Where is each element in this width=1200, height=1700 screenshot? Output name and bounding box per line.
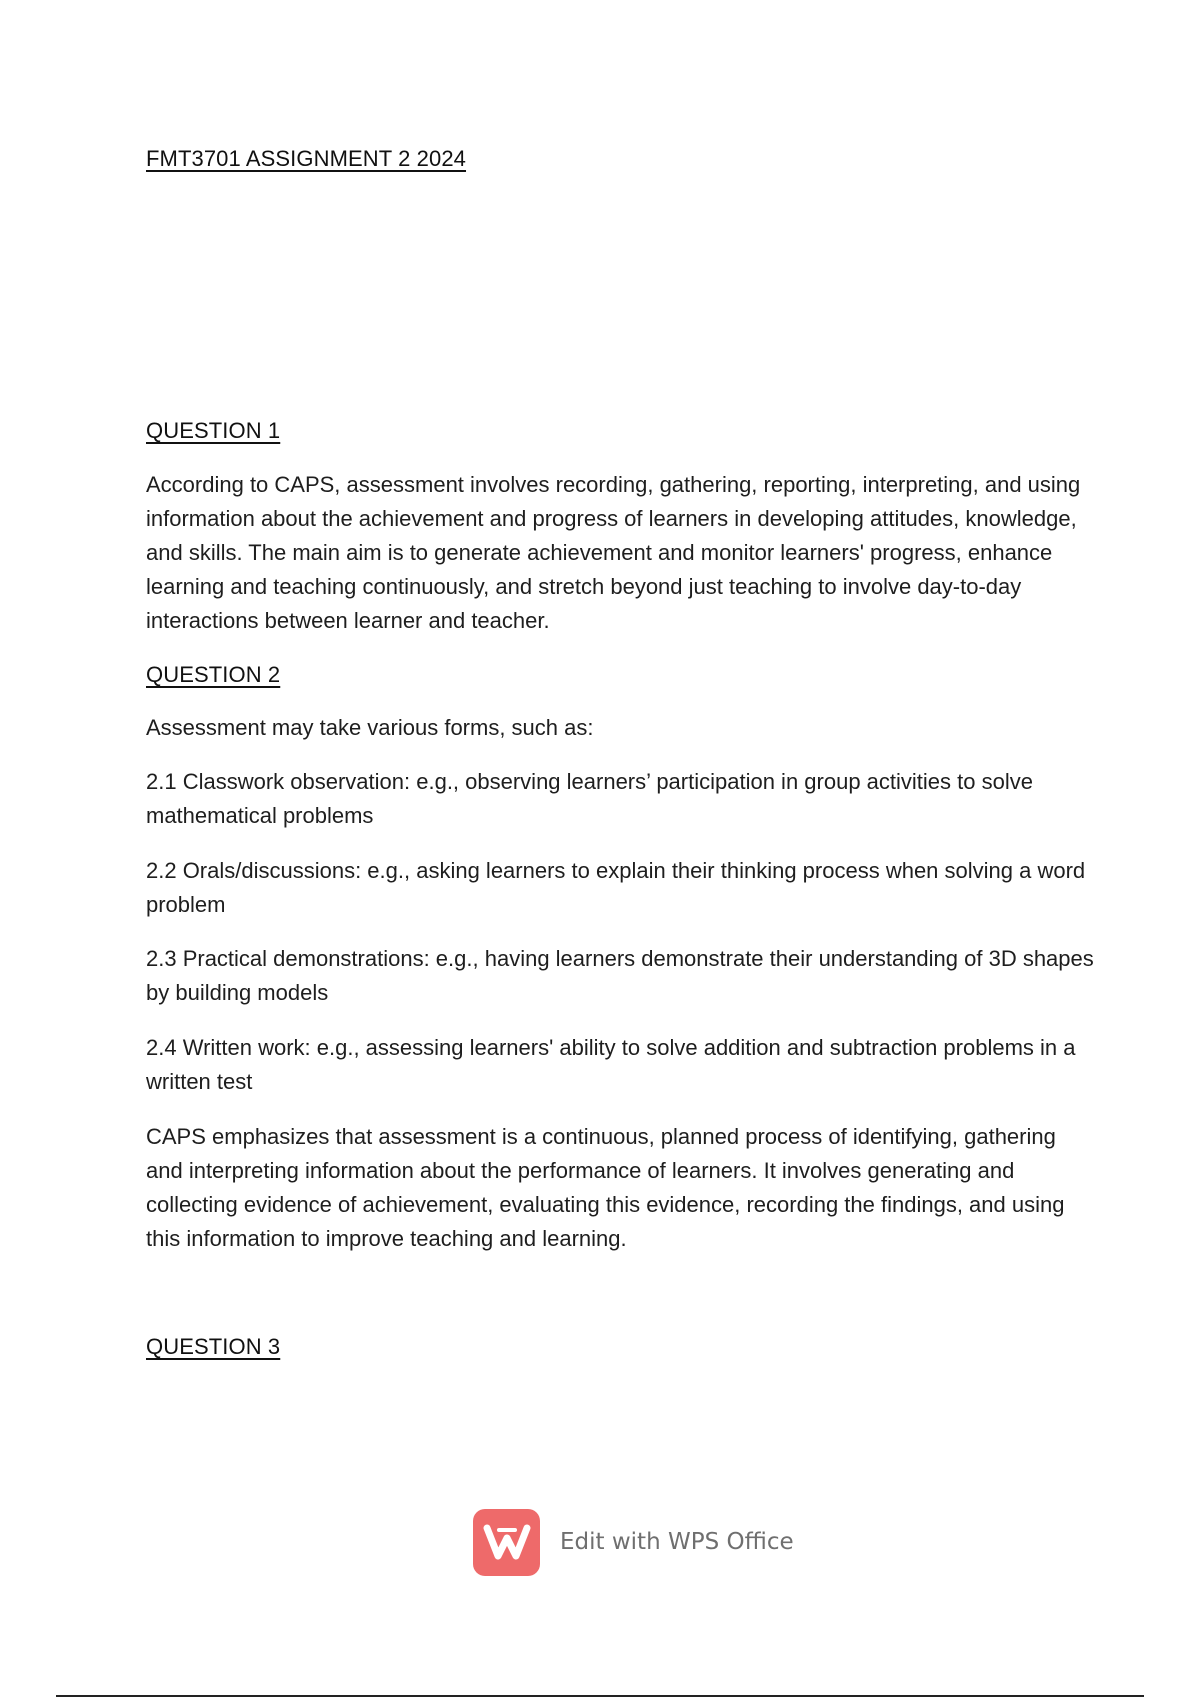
question-2-item-1: 2.1 Classwork observation: e.g., observing learners’ participation in group activities to solve mathematical problems — [146, 769, 1033, 828]
bottom-divider — [56, 1695, 1144, 1697]
edit-with-wps-banner[interactable] — [473, 1508, 794, 1576]
question-2-item-2: 2.2 Orals/discussions: e.g., asking learners to explain their thinking process when solving a word problem — [146, 858, 1086, 917]
question-1-heading: QUESTION 1 — [146, 418, 281, 443]
question-2-item-4: 2.4 Written work: e.g., assessing learners' ability to solve addition and subtraction problems in a written test — [146, 1035, 1076, 1094]
question-2-conclusion: CAPS emphasizes that assessment is a continuous, planned process of identifying, gathering and interpreting information about the performance of learners. It involves generating and collecting evidence of achievement, evaluating this evidence, recording the findings, and using this information to improve teaching and learning. — [146, 1124, 1065, 1251]
question-3-heading: QUESTION 3 — [146, 1334, 281, 1359]
edit-with-wps-label[interactable]: Edit with WPS Office — [560, 1529, 794, 1555]
wps-logo-icon[interactable] — [473, 1509, 540, 1576]
question-2-item-3: 2.3 Practical demonstrations: e.g., having learners demonstrate their understanding of 3D shapes by building models — [146, 946, 1094, 1005]
question-2-intro: Assessment may take various forms, such as: — [146, 715, 594, 740]
document-title: FMT3701 ASSIGNMENT 2 2024 — [146, 146, 467, 171]
question-2-heading: QUESTION 2 — [146, 662, 281, 687]
question-1-body: According to CAPS, assessment involves recording, gathering, reporting, interpreting, and using information about the achievement and progress of learners in developing attitudes, knowledge, and skills. The main aim is to generate achievement and monitor learners' progress, enhance learning and teaching continuously, and stretch beyond just teaching to involve day-to-day interactions between learner and teacher. — [146, 472, 1081, 633]
